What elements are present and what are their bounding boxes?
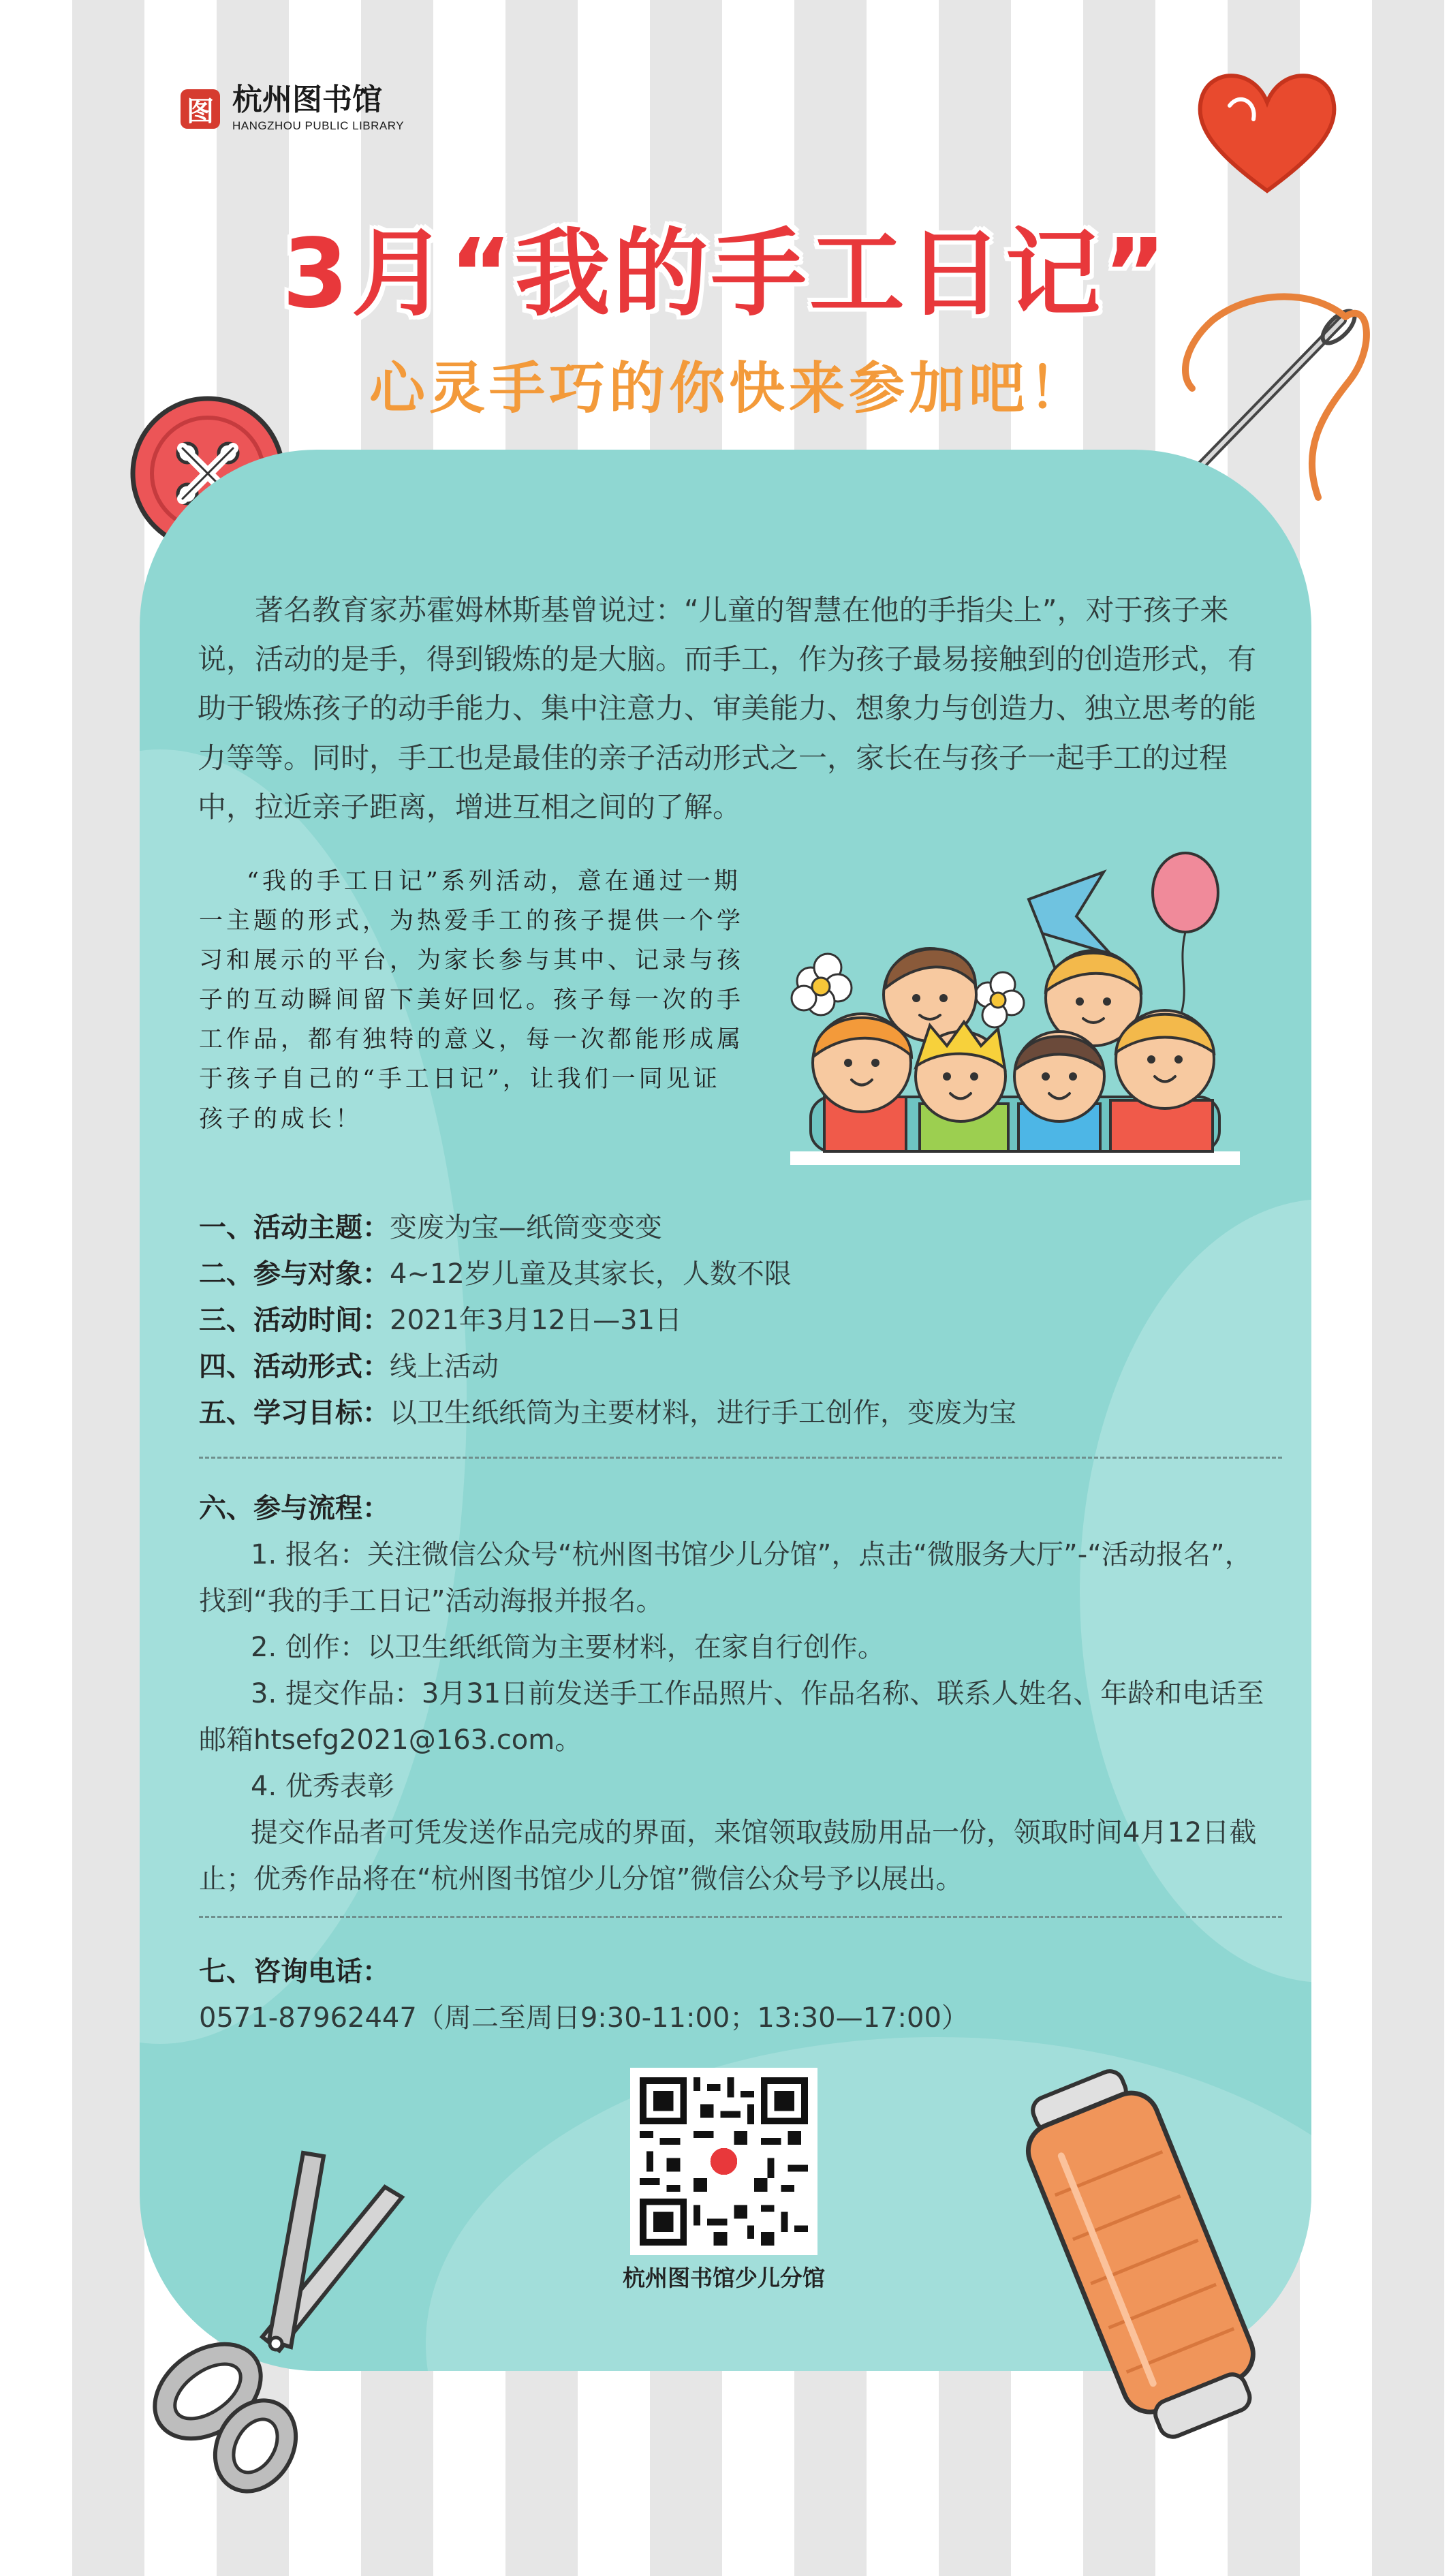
participation-flow: [199, 1485, 1275, 1902]
intro-paragraph: 著名教育家苏霍姆林斯基曾说过：“儿童的智慧在他的手指尖上”，对于孩子来说，活动的是手，得到锻炼的是大脑。而手工，作为孩子最易接触到的创造形式，有助于锻炼孩子的动手能力、集中注意力、审美能力、想象力与创造力、独立思考的能力等等。同时，手工也是最佳的亲子活动形式之一，家长在与孩子一起手工的过程中，拉近亲子距离，增进互相之间的了解。: [198, 593, 1257, 824]
info-item-goal: 五、学习目标：以卫生纸纸筒为主要材料，进行手工创作，变废为宝: [199, 1397, 1016, 1429]
thread-spool-icon: [995, 2058, 1294, 2466]
flow-step-4: 4. 优秀表彰: [251, 1771, 394, 1802]
contact-heading: 七、咨询电话：: [199, 1956, 390, 1987]
qr-caption: 杭州图书馆少儿分馆: [623, 2265, 825, 2291]
divider: [199, 1457, 1282, 1459]
divider: [199, 1916, 1282, 1918]
activity-info-list: [199, 1205, 1289, 1436]
series-paragraph: “我的手工日记”系列活动，意在通过一期一主题的形式，为热爱手工的孩子提供一个学习和展示的平台，为家长参与其中、记录与孩子的互动瞬间留下美好回忆。孩子每一次的手工作品，都有独特的意义，每一次都能形成属于孩子自己的“手工日记”，让我们一同见证孩子的成长！: [199, 868, 745, 1133]
children-illustration: [783, 852, 1247, 1172]
flow-step-2: 2. 创作：以卫生纸纸筒为主要材料，在家自行创作。: [251, 1632, 885, 1663]
flow-award-text: 提交作品者可凭发送作品完成的界面，来馆领取鼓励用品一份，领取时间4月12日截止；优秀作品将在“杭州图书馆少儿分馆”微信公众号予以展出。: [199, 1817, 1257, 1895]
contact-phone: 0571-87962447（周二至周日9:30-11:00；13:30—17:00）: [199, 2002, 969, 2034]
library-logo-mark: 图: [181, 89, 220, 129]
heart-icon: [1189, 65, 1345, 201]
library-name: 杭州图书馆: [232, 82, 382, 117]
page-title: 3月“我的手工日记”: [282, 219, 1169, 330]
library-name-en: HANGZHOU PUBLIC LIBRARY: [232, 119, 405, 132]
qr-code[interactable]: [630, 2068, 817, 2255]
contact-section: [199, 1949, 1275, 2041]
info-item-audience: 二、参与对象：4~12岁儿童及其家长，人数不限: [199, 1258, 792, 1290]
flow-step-3: 3. 提交作品：3月31日前发送手工作品照片、作品名称、联系人姓名、年龄和电话至邮箱htsefg2021@163.com。: [199, 1678, 1264, 1756]
scissors-icon: [133, 2132, 433, 2494]
flow-heading: 六、参与流程：: [199, 1493, 390, 1524]
info-item-format: 四、活动形式：线上活动: [199, 1351, 499, 1382]
info-item-theme: 一、活动主题：变废为宝—纸筒变变变: [199, 1212, 662, 1243]
info-item-time: 三、活动时间：2021年3月12日—31日: [199, 1305, 683, 1336]
library-logo: [181, 82, 405, 133]
flow-step-1: 1. 报名：关注微信公众号“杭州图书馆少儿分馆”，点击“微服务大厅”-“活动报名”，找到“我的手工日记”活动海报并报名。: [199, 1539, 1252, 1617]
page-subtitle: 心灵手巧的你快来参加吧！: [369, 356, 1089, 421]
